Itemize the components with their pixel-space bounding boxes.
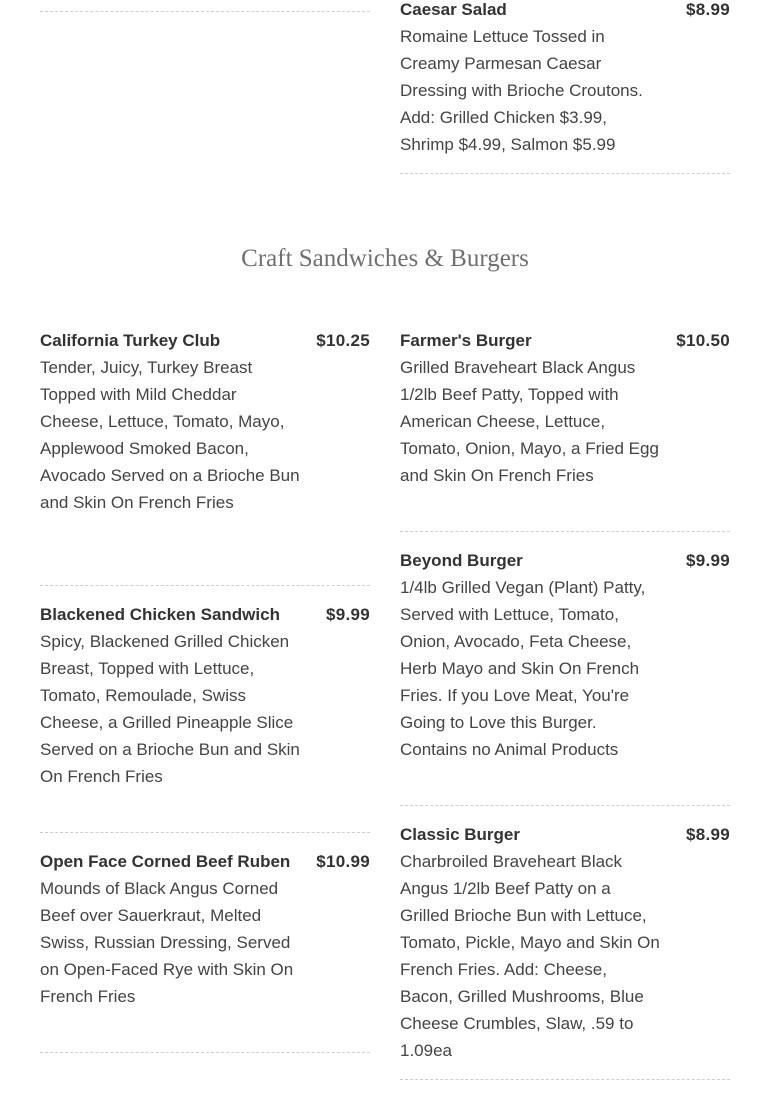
item-divider [40, 832, 370, 833]
item-name: Farmer's Burger [400, 331, 532, 350]
item-name: Caesar Salad [400, 0, 507, 19]
item-description: Mounds of Black Angus Corned Beef over Sauerkraut, Melted Swiss, Russian Dressing, Served on Open-Faced Rye with Skin On French Fries [40, 879, 294, 1006]
item-price: $10.25 [316, 331, 370, 350]
item-name: Beyond Burger [400, 551, 523, 570]
item-price: $8.99 [685, 0, 730, 19]
menu-item-classic-burger [400, 821, 730, 1064]
item-divider [40, 11, 370, 12]
menu-item-beyond-burger [400, 547, 730, 763]
item-name: California Turkey Club [40, 331, 221, 350]
item-name: Open Face Corned Beef Ruben [40, 852, 291, 871]
item-description: 1/4lb Grilled Vegan (Plant) Patty, Served with Lettuce, Tomato, Onion, Avocado, Feta Cheese, Herb Mayo and Skin On French Fries. If you Love Meat, You're Going to Love this Burger. Contains no Animal Products [400, 578, 646, 759]
item-divider [400, 1079, 730, 1080]
item-name: Classic Burger [400, 825, 520, 844]
menu-item-farmers-burger [400, 327, 730, 489]
item-description: Romaine Lettuce Tossed in Creamy Parmesan Caesar Dressing with Brioche Croutons. Add: Grilled Chicken $3.99, Shrimp $4.99, Salmon $5.99 [400, 27, 643, 154]
item-price: $9.99 [325, 605, 370, 624]
item-price: $9.99 [685, 551, 730, 570]
item-price: $8.99 [685, 825, 730, 844]
item-price: $10.99 [316, 852, 370, 871]
menu-item-blackened-chicken-sandwich [40, 601, 370, 790]
item-description: Tender, Juicy, Turkey Breast Topped with Mild Cheddar Cheese, Lettuce, Tomato, Mayo, Applewood Smoked Bacon, Avocado Served on a Brioche Bun and Skin On French Fries [40, 358, 300, 512]
item-description: Charbroiled Braveheart Black Angus 1/2lb Beef Patty on a Grilled Brioche Bun with Lettuce, Tomato, Pickle, Mayo and Skin On French Fries. Add: Cheese, Bacon, Grilled Mushrooms, Blue Cheese Crumbles, Slaw, .59 to 1.09ea [400, 852, 660, 1060]
item-divider [400, 173, 730, 174]
menu-item-california-turkey-club [40, 327, 370, 516]
menu-item-caesar-salad [400, 0, 730, 158]
item-divider [40, 1052, 370, 1053]
section-title: Craft Sandwiches & Burgers [241, 245, 529, 272]
item-divider [40, 585, 370, 586]
menu-item-open-face-corned-beef-ruben [40, 848, 370, 1010]
item-description: Grilled Braveheart Black Angus 1/2lb Beef Patty, Topped with American Cheese, Lettuce, Tomato, Onion, Mayo, a Fried Egg and Skin On French Fries [400, 358, 659, 485]
item-divider [400, 805, 730, 806]
item-price: $10.50 [676, 331, 730, 350]
item-name: Blackened Chicken Sandwich [40, 605, 280, 624]
item-description: Spicy, Blackened Grilled Chicken Breast, Topped with Lettuce, Tomato, Remoulade, Swiss Cheese, a Grilled Pineapple Slice Served on a Brioche Bun and Skin On French Fries [40, 632, 300, 786]
item-divider [400, 531, 730, 532]
